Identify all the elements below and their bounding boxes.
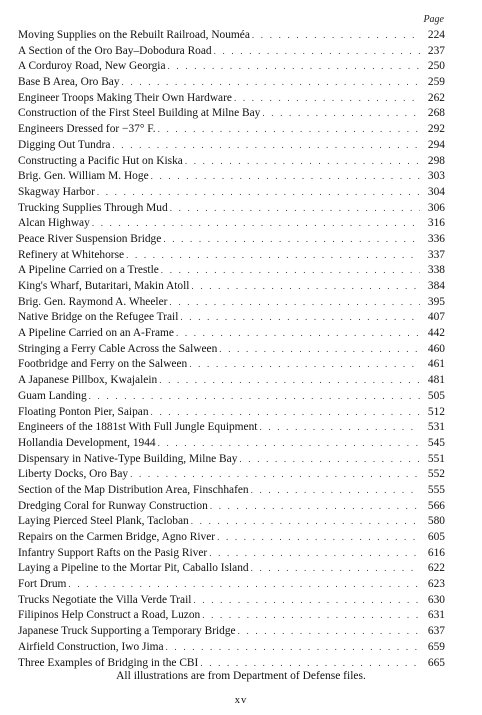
toc-entry xyxy=(18,44,445,60)
entry-title: Brig. Gen. Raymond A. Wheeler xyxy=(18,295,168,308)
entry-title: Peace River Suspension Bridge xyxy=(18,232,162,245)
toc-entry xyxy=(18,405,445,421)
entry-title: Repairs on the Carmen Bridge, Agno River xyxy=(18,531,216,543)
dot-leader xyxy=(217,530,420,546)
toc-entry xyxy=(18,295,445,311)
dot-leader xyxy=(176,326,420,342)
entry-page-number: 505 xyxy=(427,389,445,402)
entry-page-number: 665 xyxy=(427,656,445,669)
entry-title: Airfield Construction, Iwo Jima xyxy=(18,640,164,653)
dot-leader xyxy=(92,216,420,232)
entry-title: A Corduroy Road, New Georgia xyxy=(18,60,166,73)
entry-page-number: 336 xyxy=(427,232,445,245)
toc-entry xyxy=(18,467,445,483)
dot-leader xyxy=(130,467,420,483)
dot-leader xyxy=(158,436,420,452)
toc-entry xyxy=(18,263,445,279)
entry-title: Construction of the First Steel Building at Milne Bay xyxy=(18,107,261,120)
entry-page-number: 552 xyxy=(427,468,445,481)
entry-page-number: 637 xyxy=(427,625,445,638)
entry-title: Digging Out Tundra xyxy=(18,138,111,151)
dot-leader xyxy=(239,452,420,468)
source-footnote: All illustrations are from Department of Defense files. xyxy=(116,670,366,682)
toc-entry xyxy=(18,59,445,75)
entry-title: Brig. Gen. William M. Hoge xyxy=(18,170,149,183)
dot-leader xyxy=(161,263,420,279)
dot-leader xyxy=(89,389,420,405)
entry-title: Japanese Truck Supporting a Temporary Bridge xyxy=(18,625,236,638)
toc-entry xyxy=(18,106,445,122)
toc-entry xyxy=(18,91,445,107)
dot-leader xyxy=(168,59,420,75)
entry-title: Laying a Pipeline to the Mortar Pit, Caballo Island xyxy=(18,562,249,575)
dot-leader xyxy=(68,577,420,593)
toc-entry xyxy=(18,279,445,295)
entry-title: Section of the Map Distribution Area, Finschhafen xyxy=(18,483,249,496)
entry-page-number: 580 xyxy=(427,515,445,528)
entry-page-number: 259 xyxy=(427,76,445,89)
toc-entry xyxy=(18,530,445,546)
toc-entry xyxy=(18,561,445,577)
entry-page-number: 298 xyxy=(427,154,445,167)
entry-page-number: 268 xyxy=(427,107,445,120)
toc-entry xyxy=(18,75,445,91)
toc-entry xyxy=(18,248,445,264)
entry-page-number: 337 xyxy=(427,248,445,261)
dot-leader xyxy=(151,169,420,185)
entry-page-number: 605 xyxy=(427,531,445,543)
entry-title: Alcan Highway xyxy=(18,217,90,230)
entry-title: Trucking Supplies Through Mud xyxy=(18,201,168,214)
entry-title: Engineers of the 1881st With Full Jungle Equipment xyxy=(18,421,258,434)
entry-title: Engineers Dressed for −37° F. xyxy=(18,123,156,136)
entry-title: A Japanese Pillbox, Kwajalein xyxy=(18,374,158,387)
toc-entry xyxy=(18,154,445,170)
dot-leader xyxy=(170,201,420,217)
entry-page-number: 566 xyxy=(427,499,445,512)
toc-entry xyxy=(18,310,445,326)
entry-page-number: 622 xyxy=(427,562,445,575)
toc-entry xyxy=(18,138,445,154)
dot-leader xyxy=(262,106,420,122)
toc-entry xyxy=(18,169,445,185)
entry-title: King's Wharf, Butaritari, Makin Atoll xyxy=(18,280,190,292)
dot-leader xyxy=(151,405,420,421)
toc-entry xyxy=(18,483,445,499)
entry-page-number: 545 xyxy=(427,436,445,449)
toc-entry xyxy=(18,357,445,373)
toc-entry xyxy=(18,28,445,44)
dot-leader xyxy=(193,593,420,609)
entry-page-number: 316 xyxy=(427,217,445,230)
entry-title: A Pipeline Carried on an A-Frame xyxy=(18,327,174,340)
entry-page-number: 555 xyxy=(427,483,445,496)
entry-title: Base B Area, Oro Bay xyxy=(18,76,120,89)
entry-title: Footbridge and Ferry on the Salween xyxy=(18,358,188,371)
page-number: xv xyxy=(234,695,248,706)
entry-title: Floating Ponton Pier, Saipan xyxy=(18,405,149,418)
toc-entry xyxy=(18,389,445,405)
dot-leader xyxy=(259,420,420,436)
entry-page-number: 306 xyxy=(427,201,445,214)
dot-leader xyxy=(158,122,420,138)
toc-entry xyxy=(18,656,445,672)
entry-title: Native Bridge on the Refugee Trail xyxy=(18,311,179,324)
toc-entry xyxy=(18,608,445,624)
dot-leader xyxy=(191,279,420,295)
entry-page-number: 461 xyxy=(427,358,445,371)
entry-title: Skagway Harbor xyxy=(18,185,95,198)
dot-leader xyxy=(163,232,420,248)
entry-title: Engineer Troops Making Their Own Hardware xyxy=(18,91,232,104)
toc-entry xyxy=(18,452,445,468)
entry-title: Refinery at Whitehorse xyxy=(18,248,125,261)
toc-entry xyxy=(18,546,445,562)
dot-leader xyxy=(234,91,420,107)
toc-entry xyxy=(18,201,445,217)
entry-page-number: 250 xyxy=(427,60,445,73)
entry-title: Laying Pierced Steel Plank, Tacloban xyxy=(18,515,189,528)
dot-leader xyxy=(252,28,420,44)
entry-title: Three Examples of Bridging in the CBI xyxy=(18,656,199,669)
entry-page-number: 623 xyxy=(427,578,445,591)
dot-leader xyxy=(219,342,420,358)
dot-leader xyxy=(189,357,420,373)
entry-title: Dispensary in Native-Type Building, Milne Bay xyxy=(18,452,238,465)
entry-page-number: 551 xyxy=(427,452,445,465)
dot-leader xyxy=(202,608,420,624)
toc-entry xyxy=(18,232,445,248)
toc-entry xyxy=(18,342,445,358)
dot-leader xyxy=(126,248,420,264)
entry-title: Fort Drum xyxy=(18,578,67,591)
entry-title: Constructing a Pacific Hut on Kiska xyxy=(18,154,183,167)
dot-leader xyxy=(210,499,420,515)
entry-title: Infantry Support Rafts on the Pasig River xyxy=(18,546,208,559)
dot-leader xyxy=(200,656,420,672)
toc-entry xyxy=(18,216,445,232)
toc-entry xyxy=(18,436,445,452)
entry-page-number: 659 xyxy=(427,640,445,653)
toc-entry xyxy=(18,122,445,138)
entry-page-number: 224 xyxy=(427,29,445,41)
entry-title: Trucks Negotiate the Villa Verde Trail xyxy=(18,593,192,606)
entry-page-number: 630 xyxy=(427,593,445,606)
dot-leader xyxy=(191,514,420,530)
dot-leader xyxy=(209,546,420,562)
entry-page-number: 512 xyxy=(427,405,445,418)
dot-leader xyxy=(180,310,420,326)
entry-title: Liberty Docks, Oro Bay xyxy=(18,468,129,481)
entry-page-number: 292 xyxy=(427,123,445,136)
entry-title: Filipinos Help Construct a Road, Luzon xyxy=(18,609,201,622)
entry-page-number: 384 xyxy=(427,280,445,292)
entry-page-number: 481 xyxy=(427,374,445,387)
dot-leader xyxy=(166,640,420,656)
toc-entry xyxy=(18,593,445,609)
dot-leader xyxy=(238,624,420,640)
entry-page-number: 303 xyxy=(427,170,445,183)
illustrations-list xyxy=(18,28,445,671)
entry-page-number: 442 xyxy=(427,327,445,340)
entry-page-number: 304 xyxy=(427,185,445,198)
entry-title: Stringing a Ferry Cable Across the Salween xyxy=(18,342,218,355)
entry-title: Hollandia Development, 1944 xyxy=(18,436,156,449)
entry-page-number: 616 xyxy=(427,546,445,559)
entry-title: Moving Supplies on the Rebuilt Railroad, Nouméa xyxy=(18,29,250,41)
dot-leader xyxy=(185,154,420,170)
dot-leader xyxy=(97,185,420,201)
dot-leader xyxy=(122,75,420,91)
entry-page-number: 294 xyxy=(427,138,445,151)
toc-entry xyxy=(18,185,445,201)
dot-leader xyxy=(214,44,420,60)
toc-entry xyxy=(18,577,445,593)
toc-entry xyxy=(18,514,445,530)
entry-page-number: 407 xyxy=(427,311,445,324)
dot-leader xyxy=(159,373,420,389)
dot-leader xyxy=(251,483,420,499)
page-column-header: Page xyxy=(423,14,444,25)
entry-title: Guam Landing xyxy=(18,389,87,402)
dot-leader xyxy=(112,138,420,154)
toc-entry xyxy=(18,420,445,436)
dot-leader xyxy=(251,561,420,577)
entry-page-number: 460 xyxy=(427,342,445,355)
entry-title: Dredging Coral for Runway Construction xyxy=(18,499,208,512)
entry-page-number: 631 xyxy=(427,609,445,622)
toc-entry xyxy=(18,373,445,389)
entry-page-number: 237 xyxy=(427,44,445,57)
entry-title: A Pipeline Carried on a Trestle xyxy=(18,264,159,277)
toc-entry xyxy=(18,640,445,656)
toc-entry xyxy=(18,326,445,342)
entry-page-number: 262 xyxy=(427,91,445,104)
dot-leader xyxy=(169,295,420,311)
entry-page-number: 338 xyxy=(427,264,445,277)
entry-page-number: 531 xyxy=(427,421,445,434)
toc-entry xyxy=(18,499,445,515)
entry-title: A Section of the Oro Bay–Dobodura Road xyxy=(18,44,212,57)
entry-page-number: 395 xyxy=(427,295,445,308)
toc-entry xyxy=(18,624,445,640)
